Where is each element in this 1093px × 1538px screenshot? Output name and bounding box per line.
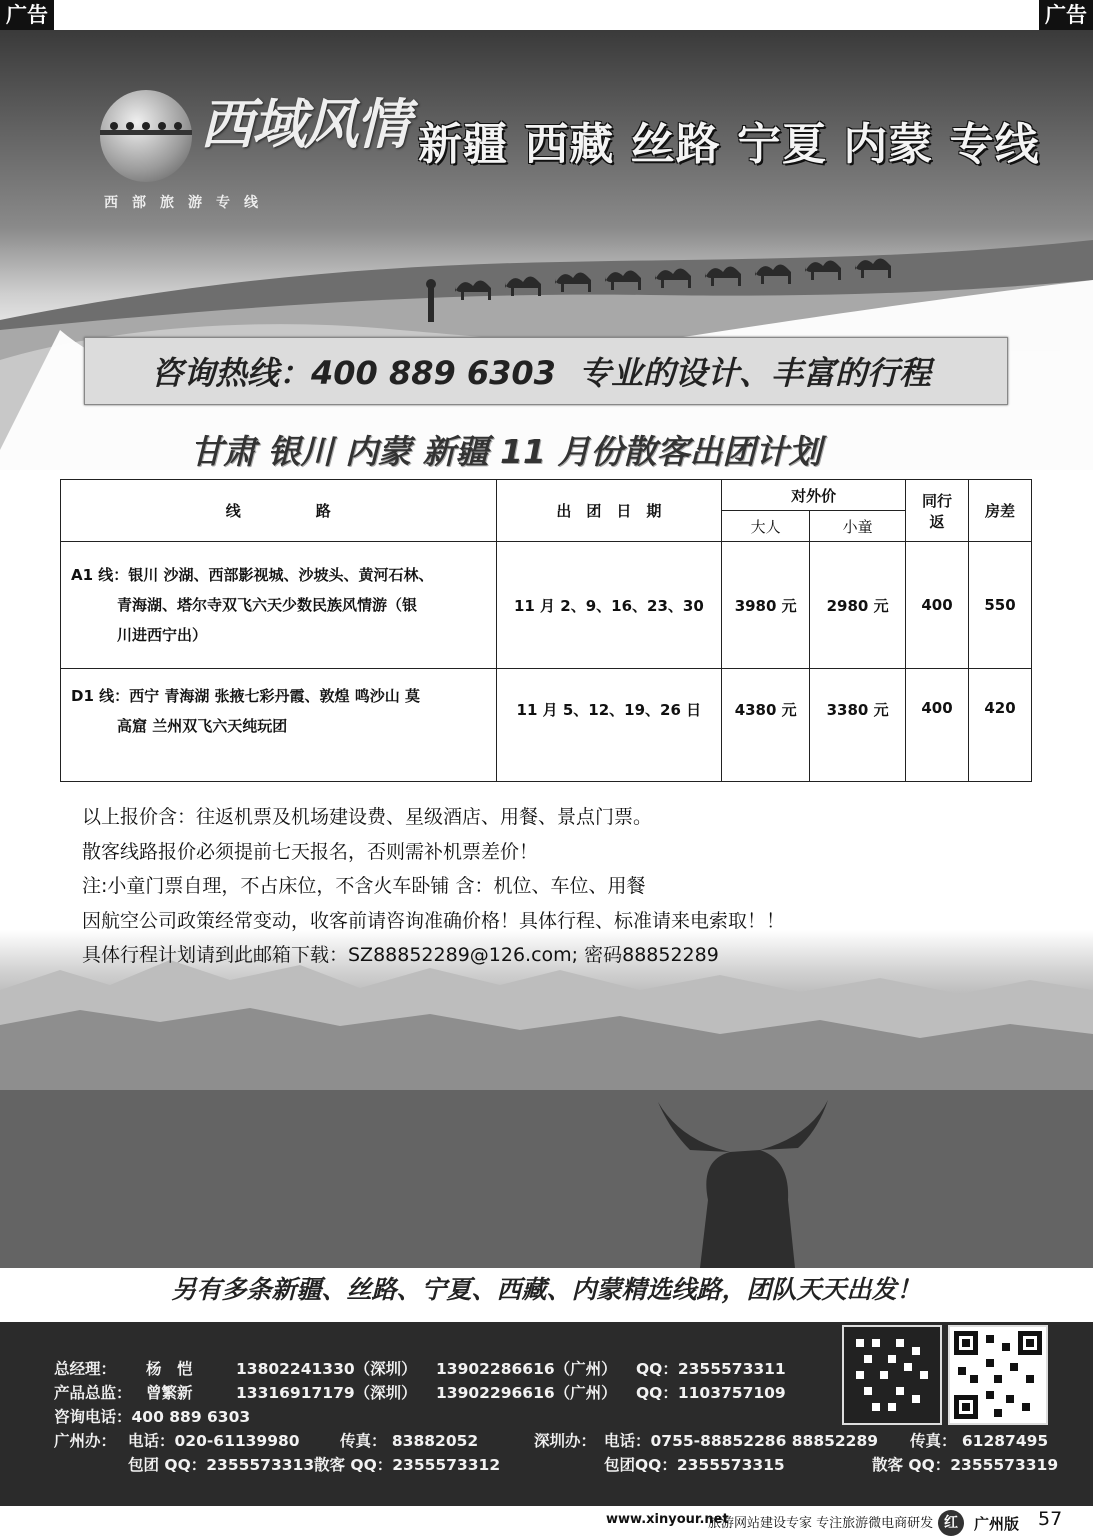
room-diff-cell: 550 [969, 542, 1032, 669]
hotline-box [84, 337, 1008, 405]
route-cell [61, 669, 497, 782]
pd-name: 曾繁新 [146, 1384, 193, 1402]
adult-price-cell: 3980 元 [722, 542, 810, 669]
route-text: A1 线：银川 沙湖、西部影视城、沙坡头、黄河石林、 [71, 566, 434, 584]
header-peer-return: 同行返 [906, 480, 969, 542]
route-text: 川进西宁出） [117, 626, 208, 644]
plan-title: 甘肃 银川 内蒙 新疆 11 月份散客出团计划 [190, 432, 822, 471]
logo-camel-icon [100, 90, 192, 182]
dates-cell: 11 月 5、12、19、26 日 [496, 669, 722, 782]
shenzhen-fax: 传真： 61287495 [910, 1432, 1049, 1450]
dates-cell: 11 月 2、9、16、23、30 [496, 542, 722, 669]
gm-phone-guangzhou: 13902286616（广州） [436, 1360, 617, 1378]
notes-block [82, 800, 785, 973]
footer-slogan: 旅游网站建设专家 专注旅游微电商研发 [708, 1516, 934, 1531]
note-line: 具体行程计划请到此邮箱下载：SZ88852289@126.com; 密码88852289 [82, 944, 719, 966]
gm-name: 杨 恺 [146, 1360, 193, 1378]
shenzhen-office-label: 深圳办： [534, 1432, 597, 1450]
gm-label: 总经理： [54, 1360, 117, 1378]
peer-return-cell: 400 [906, 669, 969, 782]
adult-price-cell: 4380 元 [722, 669, 810, 782]
qr-code-pattern-2 [950, 1327, 1046, 1423]
bottom-slogan: 另有多条新疆、丝路、宁夏、西藏、内蒙精选线路，团队天天出发！ [171, 1275, 922, 1304]
wechat-qr-code-icon [948, 1325, 1048, 1425]
guangzhou-office-label: 广州办： [54, 1432, 117, 1450]
banner-headline: 新疆 西藏 丝路 宁夏 内蒙 专线 [418, 119, 1040, 170]
gm-qq: QQ：2355573311 [636, 1360, 786, 1378]
guangzhou-fax: 传真： 83882052 [340, 1432, 479, 1450]
hong-badge-icon: 红 [938, 1510, 964, 1536]
route-text: D1 线：西宁 青海湖 张掖七彩丹霞、敦煌 鸣沙山 莫 [71, 687, 421, 705]
gm-phone-shenzhen: 13802241330（深圳） [236, 1360, 417, 1378]
table-row [61, 669, 1032, 782]
consult-phone: 咨询电话：400 889 6303 [54, 1408, 251, 1426]
guangzhou-phone: 电话：020-61139980 [128, 1432, 300, 1450]
qr-code-pattern-1 [844, 1327, 940, 1423]
header-dates: 出 团 日 期 [496, 480, 722, 542]
shenzhen-individual-qq: 散客 QQ：2355573319 [872, 1456, 1059, 1474]
note-line: 注:小童门票自理，不占床位，不含火车卧铺 含：机位、车位、用餐 [82, 875, 646, 897]
logo-emblem [100, 90, 192, 182]
route-text: 高窟 兰州双飞六天纯玩团 [117, 717, 288, 735]
logo-title: 西域风情 [200, 92, 408, 156]
route-table [60, 479, 1032, 782]
header-room-diff: 房差 [969, 480, 1032, 542]
header-route: 线 路 [61, 480, 497, 542]
logo-subtitle: 西部旅游专线 [104, 195, 272, 211]
guangzhou-group-qq: 包团 QQ：2355573313 [128, 1456, 315, 1474]
note-line: 因航空公司政策经常变动，收客前请咨询准确价格！具体行程、标准请来电索取！！ [82, 909, 786, 932]
guangzhou-individual-qq: 散客 QQ：2355573312 [314, 1456, 501, 1474]
note-line: 散客线路报价必须提前七天报名，否则需补机票差价！ [82, 840, 539, 863]
ad-label-right: 广告 [1039, 0, 1093, 30]
pd-label: 产品总监： [54, 1384, 132, 1402]
shenzhen-phone: 电话：0755-88852286 88852289 [604, 1432, 879, 1450]
note-line: 以上报价含：往返机票及机场建设费、星级酒店、用餐、景点门票。 [82, 806, 653, 828]
footer-edition: 广州版 [974, 1515, 1020, 1533]
peer-return-cell: 400 [906, 542, 969, 669]
qr-code-icon [842, 1325, 942, 1425]
header-external-price: 对外价 [722, 480, 906, 511]
header-adult: 大人 [722, 511, 810, 542]
pd-phone-shenzhen: 13316917179（深圳） [236, 1384, 417, 1402]
hotline-number: 咨询热线：400 889 6303 [151, 354, 556, 392]
child-price-cell: 2980 元 [810, 542, 906, 669]
shenzhen-group-qq: 包团QQ：2355573315 [604, 1456, 785, 1474]
mountain-lake-photo [0, 930, 1093, 1268]
mountain-yak-illustration [0, 930, 1093, 1268]
child-price-cell: 3380 元 [810, 669, 906, 782]
pd-qq: QQ：1103757109 [636, 1384, 786, 1402]
footer-url[interactable]: www.xinyour.net [606, 1512, 729, 1527]
page-number: 57 [1038, 1508, 1063, 1530]
route-cell [61, 542, 497, 669]
table-row [61, 542, 1032, 669]
room-diff-cell: 420 [969, 669, 1032, 782]
route-text: 青海湖、塔尔寺双飞六天少数民族风情游（银 [117, 596, 418, 614]
hotline-slogan: 专业的设计、丰富的行程 [579, 354, 932, 392]
pd-phone-guangzhou: 13902296616（广州） [436, 1384, 617, 1402]
ad-label-left: 广告 [0, 0, 54, 30]
header-child: 小童 [810, 511, 906, 542]
